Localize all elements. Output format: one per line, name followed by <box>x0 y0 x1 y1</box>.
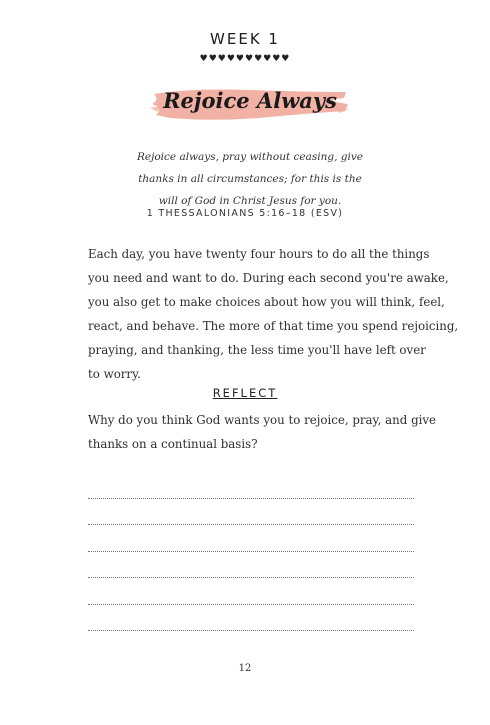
answer-line[interactable] <box>88 605 414 632</box>
paragraph-line: Each day, you have twenty four hours to do all the things <box>88 247 430 261</box>
page-number: 12 <box>238 663 252 674</box>
paragraph-line: you need and want to do. During each second you're awake, <box>88 271 449 285</box>
answer-line[interactable] <box>88 578 414 605</box>
hearts-divider-icon: ♥♥♥♥♥♥♥♥♥♥ <box>199 54 291 64</box>
question-line: Why do you think God wants you to rejoice, pray, and give <box>88 413 437 427</box>
week-label: WEEK 1 <box>210 30 280 48</box>
answer-line[interactable] <box>88 499 414 526</box>
question-line: thanks on a continual basis? <box>88 437 258 451</box>
paragraph-line: praying, and thanking, the less time you'll have left over <box>88 343 426 357</box>
answer-line[interactable] <box>88 552 414 579</box>
reflect-question <box>88 408 437 456</box>
verse-line: will of God in Christ Jesus for you. <box>158 195 342 207</box>
scripture-verse <box>120 146 380 212</box>
scripture-reference: 1 THESSALONIANS 5:16–18 (ESV) <box>146 208 344 219</box>
answer-line[interactable] <box>88 472 414 499</box>
reflect-heading: REFLECT <box>212 386 278 400</box>
verse-line: Rejoice always, pray without ceasing, give <box>136 151 364 163</box>
devotional-paragraph <box>88 242 459 386</box>
answer-lines <box>88 472 414 631</box>
verse-line: thanks in all circumstances; for this is the <box>138 173 362 185</box>
page-title: Rejoice Always <box>163 88 337 113</box>
paragraph-line: to worry. <box>88 367 141 381</box>
paragraph-line: react, and behave. The more of that time you spend rejoicing, <box>88 319 459 333</box>
answer-line[interactable] <box>88 525 414 552</box>
paragraph-line: you also get to make choices about how you will think, feel, <box>88 295 445 309</box>
